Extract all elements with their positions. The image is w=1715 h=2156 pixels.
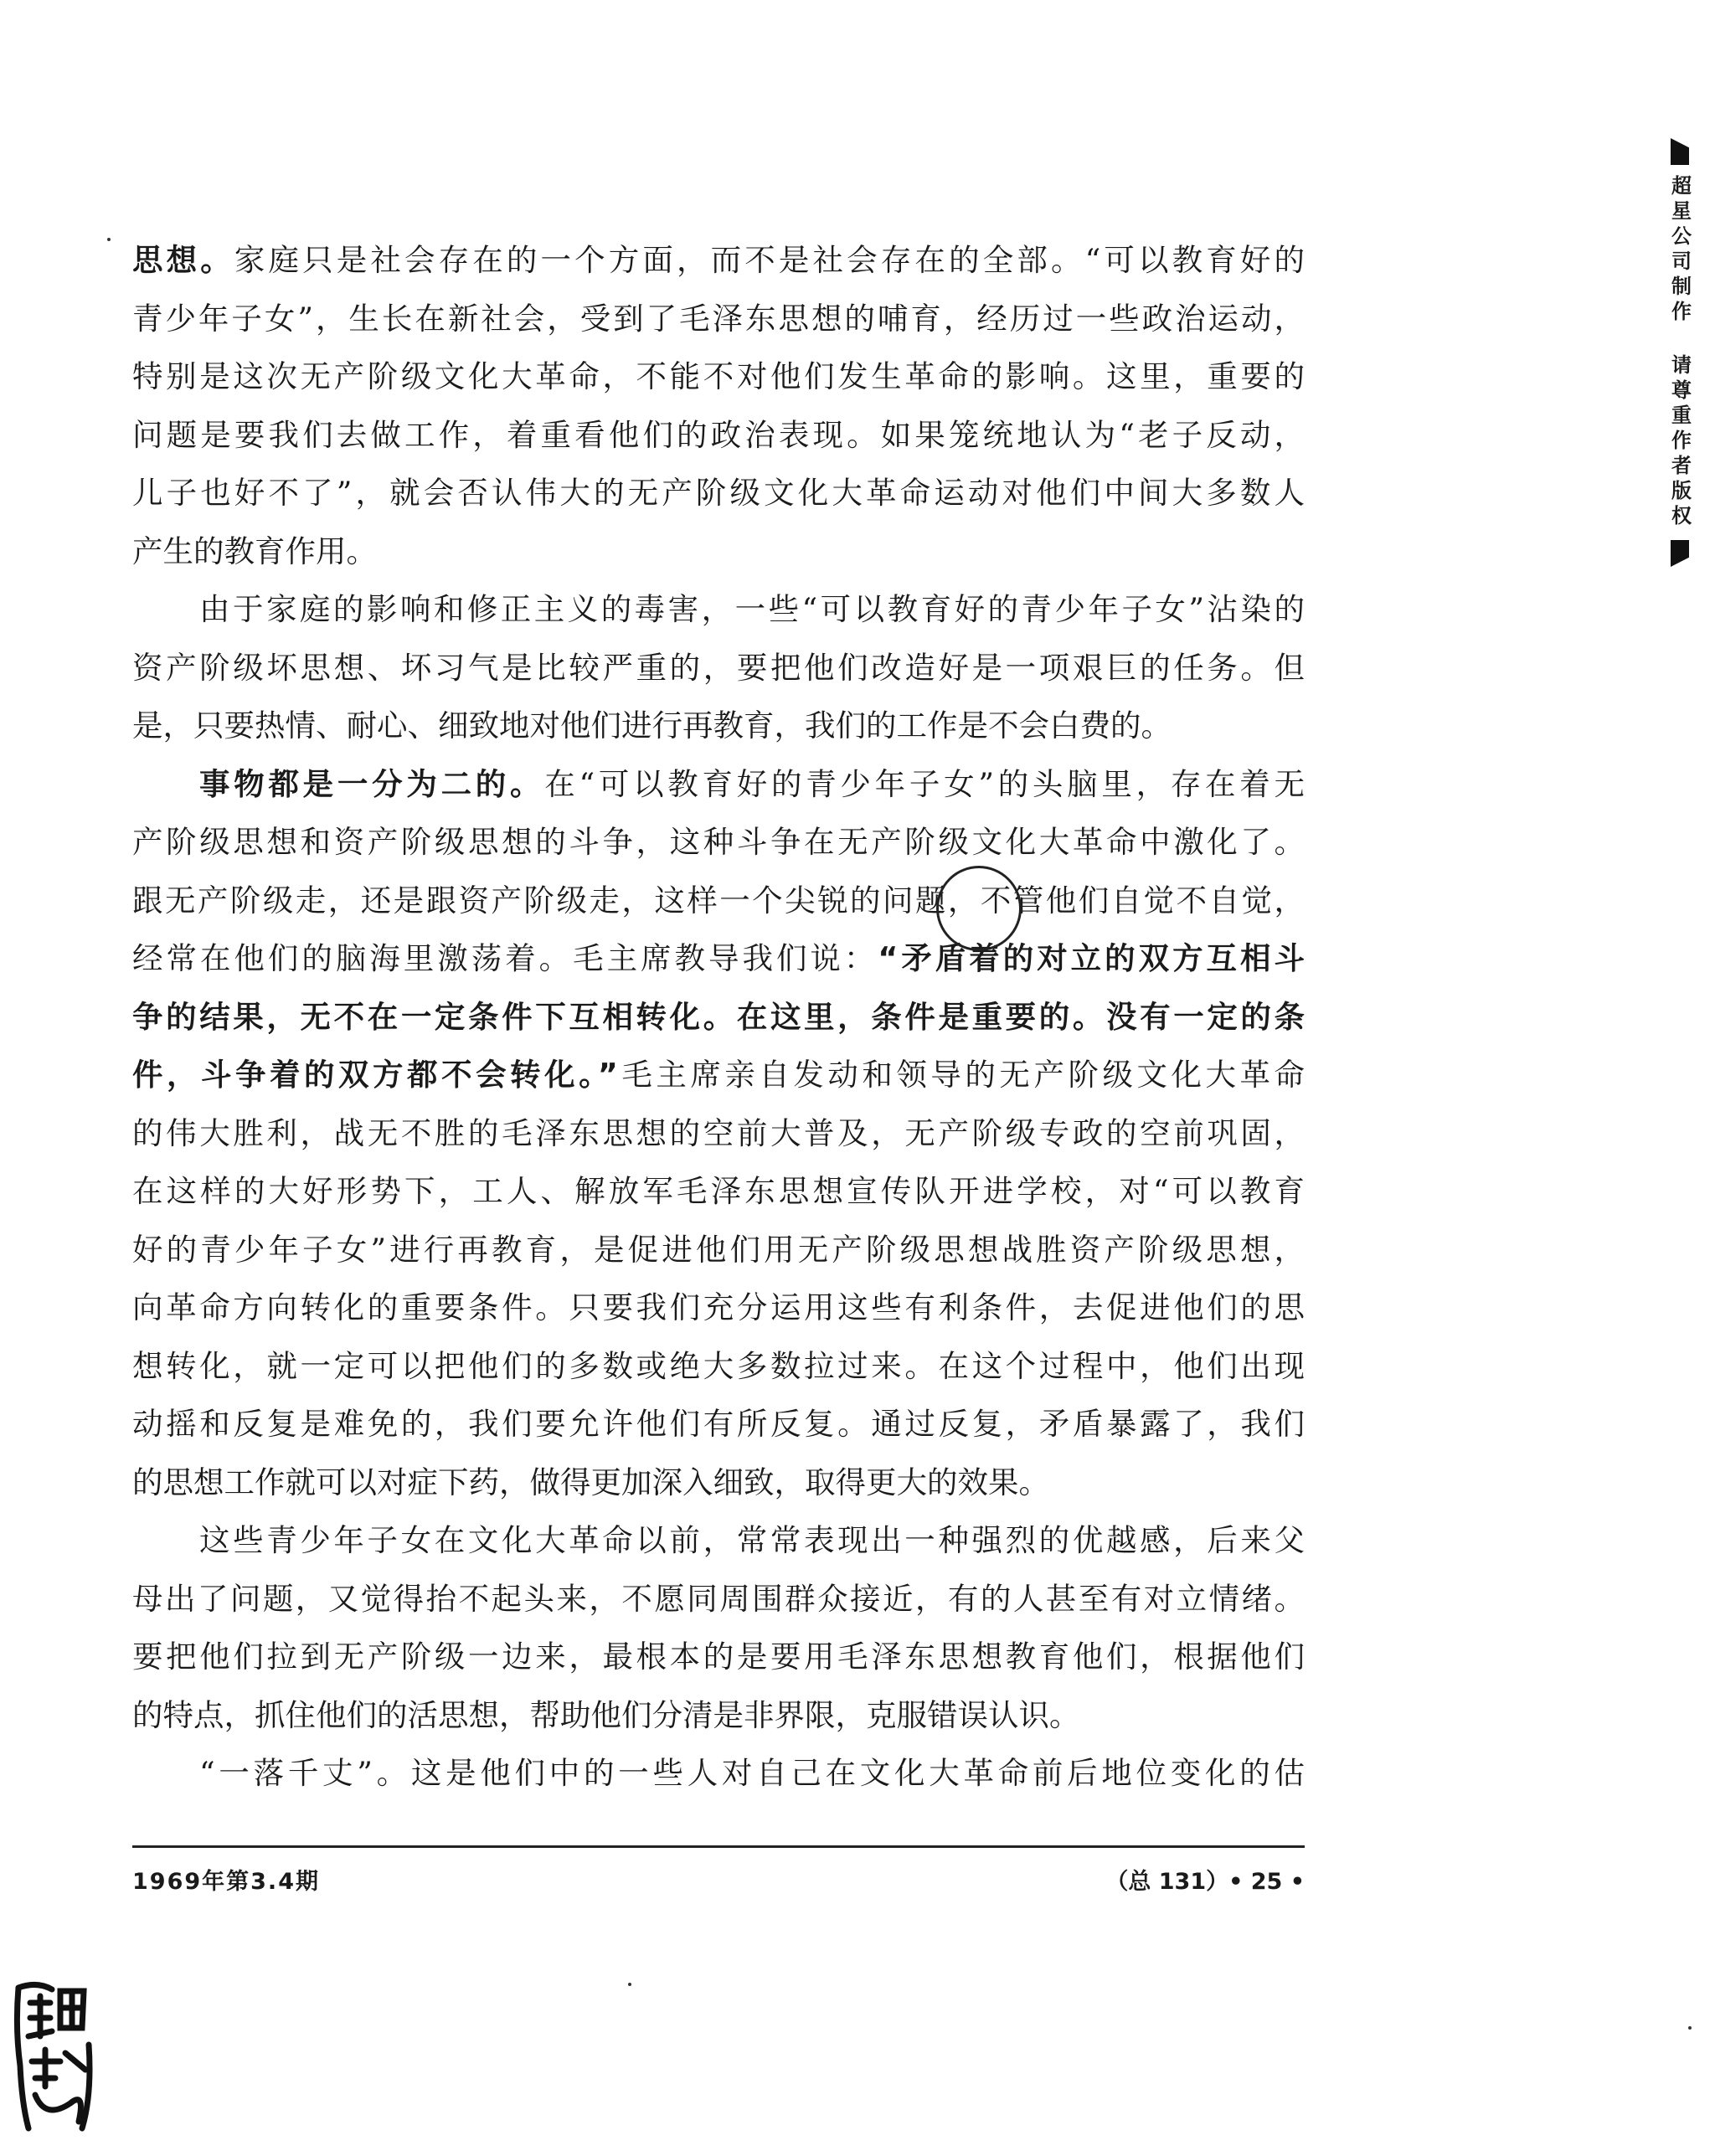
text-segment: 问题是要我们去做工作，着重看他们的政治表现。如果笼统地认为“老子反动， xyxy=(132,416,1305,453)
text-line xyxy=(132,1046,1305,1104)
text-segment: 资产阶级坏思想、坏习气是比较严重的，要把他们改造好是一项艰巨的任务。但 xyxy=(132,649,1305,686)
text-line xyxy=(132,1511,1305,1570)
text-segment: 向革命方向转化的重要条件。只要我们充分运用这些有利条件，去促进他们的思 xyxy=(132,1289,1305,1325)
text-segment: 产生的教育作用。 xyxy=(132,533,377,569)
text-segment: 在“可以教育好的青少年子女”的头脑里，存在着无 xyxy=(544,765,1305,802)
copyright-notice-text: 超星公司制作 请尊重作者版权 xyxy=(1667,175,1692,530)
copyright-side-notice xyxy=(1665,138,1695,567)
text-line xyxy=(132,522,1305,581)
text-line xyxy=(132,872,1305,930)
text-line xyxy=(132,1570,1305,1629)
text-line xyxy=(132,1395,1305,1454)
text-line xyxy=(132,1744,1305,1803)
text-segment: 动摇和反复是难免的，我们要允许他们有所反复。通过反复，矛盾暴露了，我们 xyxy=(132,1406,1305,1442)
bold-text-segment: 争的结果，无不在一定条件下互相转化。在这里，条件是重要的。没有一定的条 xyxy=(132,998,1305,1035)
text-segment: 特别是这次无产阶级文化大革命，不能不对他们发生革命的影响。这里，重要的 xyxy=(132,358,1305,394)
library-seal-stamp xyxy=(12,1978,95,2137)
scan-speck xyxy=(107,238,111,241)
text-segment: 这些青少年子女在文化大革命以前，常常表现出一种强烈的优越感，后来父 xyxy=(199,1522,1305,1558)
text-line xyxy=(132,1104,1305,1163)
text-segment: 在这样的大好形势下，工人、解放军毛泽东思想宣传队开进学校，对“可以教育 xyxy=(132,1173,1305,1209)
text-segment: 母出了问题，又觉得抬不起头来，不愿同周围群众接近，有的人甚至有对立情绪。 xyxy=(132,1580,1305,1617)
text-line xyxy=(132,231,1305,290)
text-line xyxy=(132,1162,1305,1221)
text-segment: 的思想工作就可以对症下药，做得更加深入细致，取得更大的效果。 xyxy=(132,1464,1049,1500)
page-footer xyxy=(132,1845,1305,1895)
text-line xyxy=(132,1454,1305,1512)
text-segment: 是，只要热情、耐心、细致地对他们进行再教育，我们的工作是不会白费的。 xyxy=(132,708,1172,744)
text-segment: 要把他们拉到无产阶级一边来，最根本的是要用毛泽东思想教育他们，根据他们 xyxy=(132,1639,1305,1675)
text-segment: 毛主席亲自发动和领导的无产阶级文化大革命 xyxy=(617,1057,1305,1093)
text-segment: 的特点，抓住他们的活思想，帮助他们分清是非界限，克服错误认识。 xyxy=(132,1696,1080,1733)
handwritten-circle-mark xyxy=(936,866,1022,951)
text-segment: 由于家庭的影响和修正主义的毒害，一些“可以教育好的青少年子女”沾染的 xyxy=(199,591,1305,627)
text-line xyxy=(132,580,1305,639)
article-body xyxy=(132,231,1305,1803)
text-line xyxy=(132,1686,1305,1745)
text-line xyxy=(132,406,1305,465)
text-segment: “一落千丈”。这是他们中的一些人对自己在文化大革命前后地位变化的估 xyxy=(199,1755,1305,1791)
text-line xyxy=(132,639,1305,697)
text-line xyxy=(132,464,1305,522)
text-segment: 经常在他们的脑海里激荡着。毛主席教导我们说： xyxy=(132,940,878,976)
scan-speck xyxy=(1688,2026,1692,2030)
text-segment: 产阶级思想和资产阶级思想的斗争，这种斗争在无产阶级文化大革命中激化了。 xyxy=(132,824,1305,860)
text-segment: 的伟大胜利，战无不胜的毛泽东思想的空前大普及，无产阶级专政的空前巩固， xyxy=(132,1114,1305,1151)
side-bar-bottom-icon xyxy=(1671,540,1689,567)
text-line xyxy=(132,1279,1305,1337)
text-line xyxy=(132,988,1305,1047)
text-segment: 跟无产阶级走，还是跟资产阶级走，这样一个尖锐的问题，不管他们自觉不自觉， xyxy=(132,882,1305,918)
text-segment: 儿子也好不了”，就会否认伟大的无产阶级文化大革命运动对他们中间大多数人 xyxy=(132,475,1305,511)
scan-speck xyxy=(628,1983,631,1986)
text-segment: 想转化，就一定可以把他们的多数或绝大多数拉过来。在这个过程中，他们出现 xyxy=(132,1347,1305,1384)
text-line xyxy=(132,697,1305,755)
bold-text-segment: 事物都是一分为二的。 xyxy=(199,765,545,802)
text-line xyxy=(132,1337,1305,1396)
text-line xyxy=(132,1628,1305,1686)
text-line xyxy=(132,1221,1305,1279)
bold-text-segment: “矛盾着的对立的双方互相斗 xyxy=(878,940,1305,976)
text-segment: 青少年子女”，生长在新社会，受到了毛泽东思想的哺育，经历过一些政治运动， xyxy=(132,300,1305,337)
footer-page-number: （总 131）• 25 • xyxy=(1105,1869,1305,1895)
text-segment: 家庭只是社会存在的一个方面，而不是社会存在的全部。“可以教育好的 xyxy=(234,242,1305,278)
text-segment: 好的青少年子女”进行再教育，是促进他们用无产阶级思想战胜资产阶级思想， xyxy=(132,1231,1305,1268)
text-line xyxy=(132,347,1305,406)
side-bar-top-icon xyxy=(1671,138,1689,165)
text-line xyxy=(132,929,1305,988)
bold-text-segment: 件，斗争着的双方都不会转化。” xyxy=(132,1057,618,1093)
footer-issue: 1969年第3.4期 xyxy=(132,1869,320,1895)
text-line xyxy=(132,813,1305,872)
bold-text-segment: 思想。 xyxy=(132,242,234,278)
text-line xyxy=(132,755,1305,814)
text-line xyxy=(132,290,1305,348)
